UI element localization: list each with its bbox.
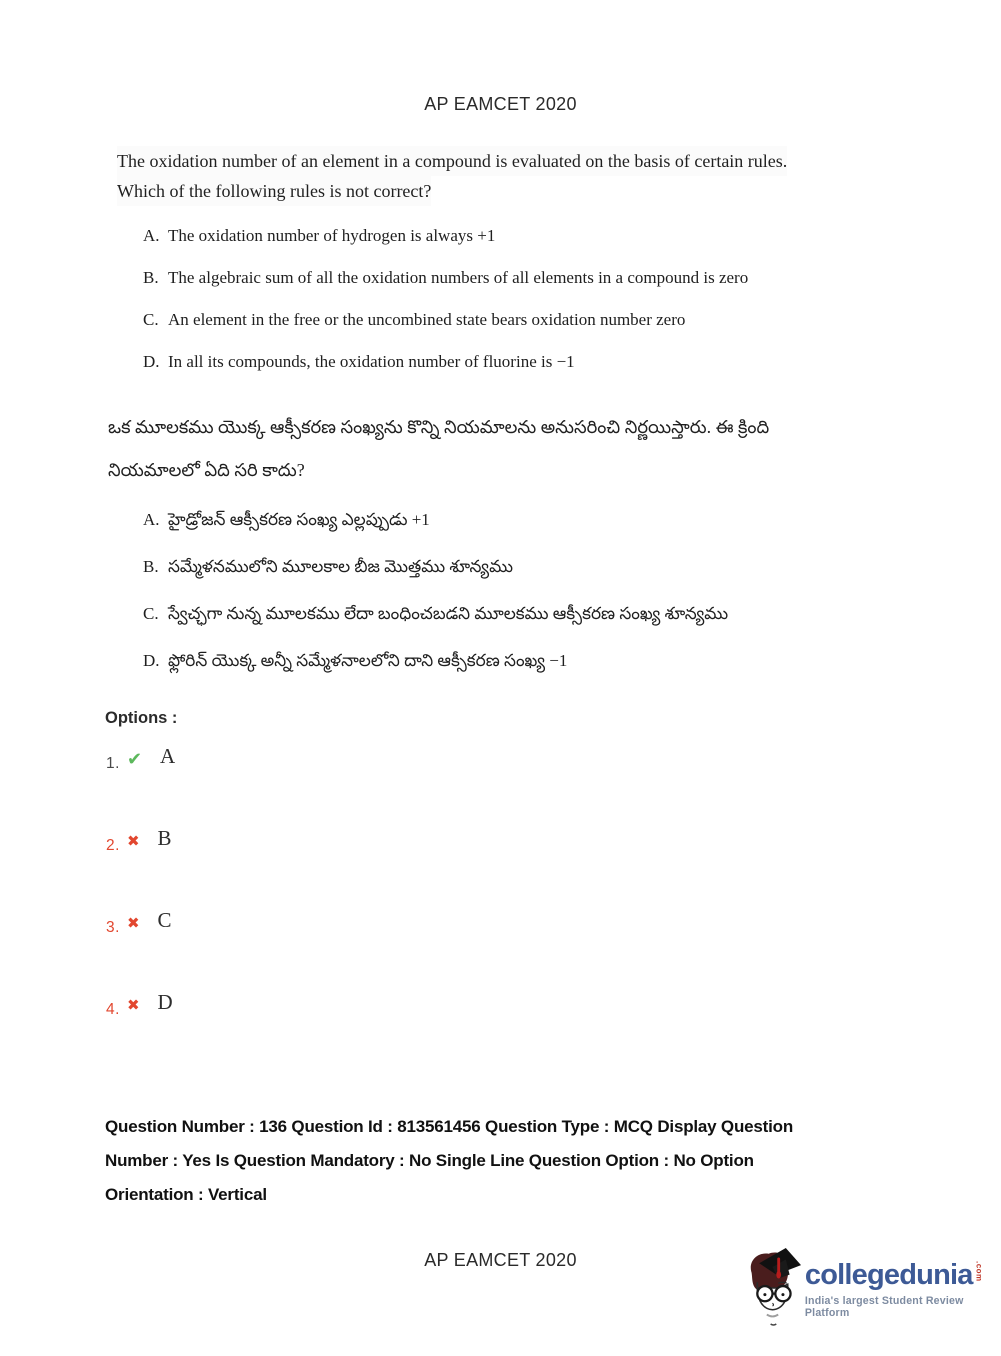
option-c-telugu: [143, 600, 923, 627]
option-b-english: [143, 266, 903, 289]
option-text: స్వేచ్ఛగా నున్న మూలకము లేదా బంధించబడని మూలకము ఆక్సీకరణ సంఖ్య శూన్యము: [168, 604, 729, 623]
option-label: D.: [143, 352, 160, 371]
answer-number: 2.: [106, 837, 120, 854]
option-label: B.: [143, 268, 159, 287]
question-text-line: The oxidation number of an element in a compound is evaluated on the basis of certain rules.: [117, 146, 787, 176]
option-text: హైడ్రోజన్ ఆక్సీకరణ సంఖ్య ఎల్లప్పుడు +1: [168, 510, 430, 529]
answer-option-4: [106, 990, 175, 1072]
option-label: B.: [143, 557, 159, 576]
question-options-english: [143, 224, 903, 392]
footer-page-title: AP EAMCET 2020: [424, 1250, 577, 1270]
brand-name: collegedunia: [804, 1259, 973, 1291]
check-icon: ✔: [126, 749, 143, 769]
answer-letter: A: [160, 744, 176, 768]
answer-option-2: [106, 826, 175, 908]
question-text-line: Which of the following rules is not correct?: [117, 176, 431, 206]
option-label: C.: [143, 604, 159, 623]
brand-tagline: India's largest Student Review Platform: [804, 1295, 964, 1319]
option-text: The oxidation number of hydrogen is always +1: [168, 226, 496, 245]
question-english: [117, 146, 907, 206]
answer-option-1: [106, 744, 175, 826]
question-text-line: ఒక మూలకము యొక్క ఆక్సీకరణ సంఖ్యను కొన్ని నియమాలను అనుసరించి నిర్ణయిస్తారు. ఈ క్రింది: [108, 417, 770, 437]
option-b-telugu: [143, 553, 923, 580]
option-label: A.: [143, 510, 160, 529]
option-c-english: [143, 308, 903, 331]
answer-number: 4.: [106, 1001, 120, 1018]
cross-icon: ✖: [126, 833, 140, 850]
answer-option-3: [106, 908, 175, 990]
brand-domain: .com: [974, 1261, 984, 1282]
option-a-telugu: [143, 506, 923, 533]
metadata-line: Number : Yes Is Question Mandatory : No Single Line Question Option : No Option: [105, 1151, 754, 1170]
option-label: C.: [143, 310, 159, 329]
collegedunia-logo: [744, 1242, 1001, 1332]
page-title: AP EAMCET 2020: [424, 94, 577, 114]
question-text-line: నియమాలలో ఏది సరి కాదు?: [108, 460, 305, 480]
option-d-telugu: [143, 647, 923, 674]
metadata-line: Question Number : 136 Question Id : 813561456 Question Type : MCQ Display Question: [105, 1117, 794, 1136]
answer-options-heading: Options :: [105, 709, 178, 727]
answer-letter: D: [157, 990, 173, 1014]
option-text: సమ్మేళనములోని మూలకాల బీజ మొత్తము శూన్యము: [168, 557, 513, 576]
collegedunia-mascot-icon: [744, 1242, 803, 1332]
cross-icon: ✖: [126, 997, 140, 1014]
answer-number: 3.: [106, 919, 120, 936]
answer-options-list: [106, 744, 175, 1072]
option-d-english: [143, 350, 903, 373]
metadata-line: Orientation : Vertical: [105, 1185, 267, 1204]
answer-letter: B: [157, 826, 172, 850]
option-label: A.: [143, 226, 160, 245]
question-metadata: [105, 1116, 905, 1218]
question-options-telugu: [143, 506, 923, 694]
option-a-english: [143, 224, 903, 247]
option-text: ఫ్లోరిన్ యొక్క అన్నీ సమ్మేళనాలలోని దాని ఆక్సీకరణ సంఖ్య −1: [168, 651, 568, 670]
logo-text: [805, 1242, 1001, 1319]
option-text: In all its compounds, the oxidation number of fluorine is −1: [168, 352, 575, 371]
question-telugu: [108, 406, 918, 492]
option-text: The algebraic sum of all the oxidation numbers of all elements in a compound is zero: [168, 268, 749, 287]
answer-number: 1.: [106, 755, 120, 772]
answer-letter: C: [157, 908, 172, 932]
cross-icon: ✖: [126, 915, 140, 932]
option-label: D.: [143, 651, 160, 670]
option-text: An element in the free or the uncombined state bears oxidation number zero: [168, 310, 686, 329]
